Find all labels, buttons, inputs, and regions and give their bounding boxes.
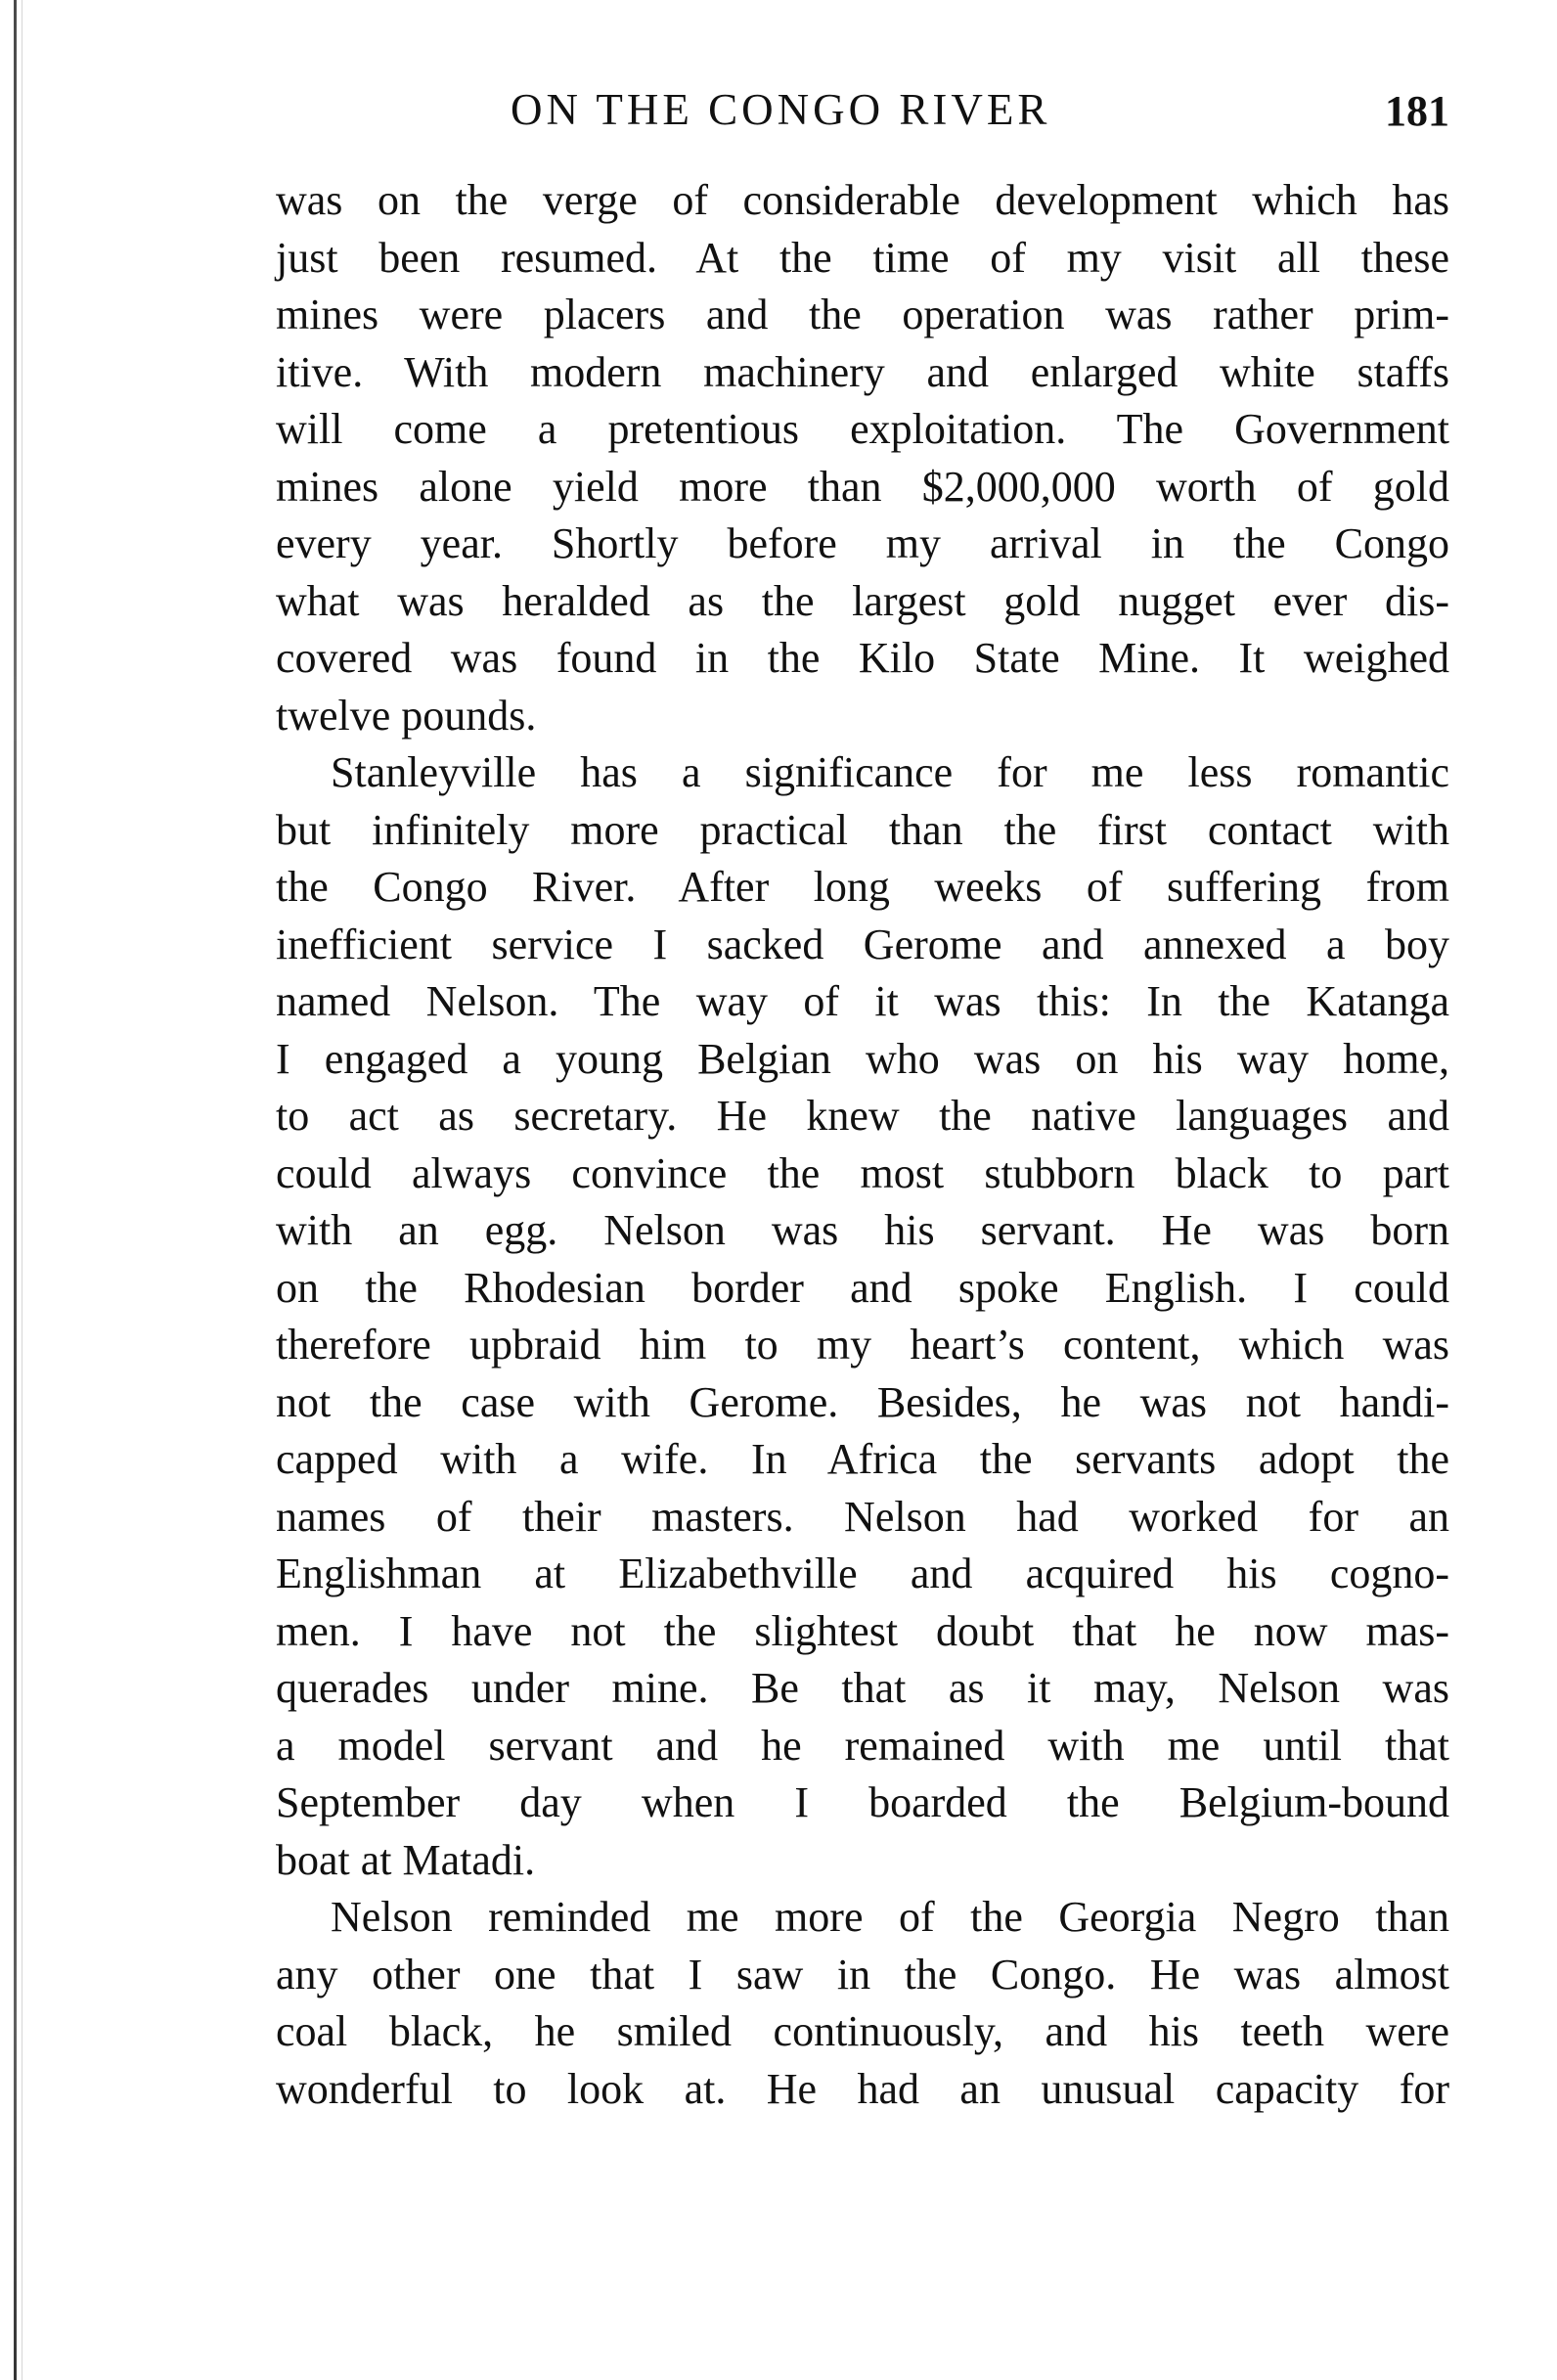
text-line: was on the verge of considerable development which has — [276, 176, 1449, 224]
text-line: twelve pounds. — [276, 691, 537, 740]
body-text — [276, 172, 1449, 2118]
text-line: not the case with Gerome. Besides, he was not handi- — [276, 1377, 1449, 1426]
text-line: but infinitely more practical than the first contact with — [276, 805, 1449, 854]
text-line: Nelson reminded me more of the Georgia Negro than — [331, 1893, 1449, 1941]
running-head-title: ON THE CONGO RIVER — [511, 85, 1051, 134]
text-line: a model servant and he remained with me until that — [276, 1721, 1449, 1770]
text-line: names of their masters. Nelson had worked for an — [276, 1492, 1449, 1541]
text-line: covered was found in the Kilo State Mine. It weighed — [276, 634, 1449, 682]
text-line: will come a pretentious exploitation. The Government — [276, 405, 1449, 453]
text-line: what was heralded as the largest gold nugget ever dis- — [276, 576, 1449, 625]
running-head — [276, 84, 1449, 153]
text-line: with an egg. Nelson was his servant. He was born — [276, 1206, 1449, 1254]
text-line: mines were placers and the operation was rather prim- — [276, 291, 1449, 338]
text-line: the Congo River. After long weeks of suffering from — [276, 863, 1449, 911]
text-line: therefore upbraid him to my heart’s content, which was — [276, 1321, 1449, 1369]
text-line: I engaged a young Belgian who was on his way home, — [276, 1034, 1449, 1083]
text-line: every year. Shortly before my arrival in the Congo — [276, 519, 1449, 567]
page-number: 181 — [1385, 87, 1449, 135]
text-line: on the Rhodesian border and spoke English. I could — [276, 1263, 1449, 1312]
text-line: itive. With modern machinery and enlarged white staffs — [276, 347, 1449, 396]
text-line: just been resumed. At the time of my visit all these — [276, 233, 1449, 282]
paragraph-2 — [276, 744, 1449, 1889]
text-line: querades under mine. Be that as it may, Nelson was — [276, 1664, 1449, 1712]
page-gutter-edge — [14, 0, 17, 2380]
text-line: September day when I boarded the Belgium-bound — [276, 1778, 1449, 1826]
text-line: any other one that I saw in the Congo. He was almost — [276, 1950, 1449, 1998]
text-line: inefficient service I sacked Gerome and annexed a boy — [276, 920, 1449, 968]
text-line: coal black, he smiled continuously, and his teeth were — [276, 2007, 1449, 2055]
text-line: to act as secretary. He knew the native languages and — [276, 1092, 1449, 1140]
text-line: Stanleyville has a significance for me less romantic — [331, 748, 1449, 796]
text-line: Englishman at Elizabethville and acquired his cogno- — [276, 1549, 1449, 1597]
paragraph-3 — [276, 1889, 1449, 2118]
text-line: could always convince the most stubborn black to part — [276, 1148, 1449, 1197]
text-line: mines alone yield more than $2,000,000 worth of gold — [276, 462, 1449, 511]
text-line: boat at Matadi. — [276, 1835, 536, 1884]
text-line: wonderful to look at. He had an unusual capacity for — [276, 2064, 1449, 2113]
text-line: capped with a wife. In Africa the servants adopt the — [276, 1435, 1449, 1483]
text-line: men. I have not the slightest doubt that he now mas- — [276, 1606, 1449, 1655]
paragraph-1 — [276, 172, 1449, 744]
text-line: named Nelson. The way of it was this: In the Katanga — [276, 977, 1449, 1025]
